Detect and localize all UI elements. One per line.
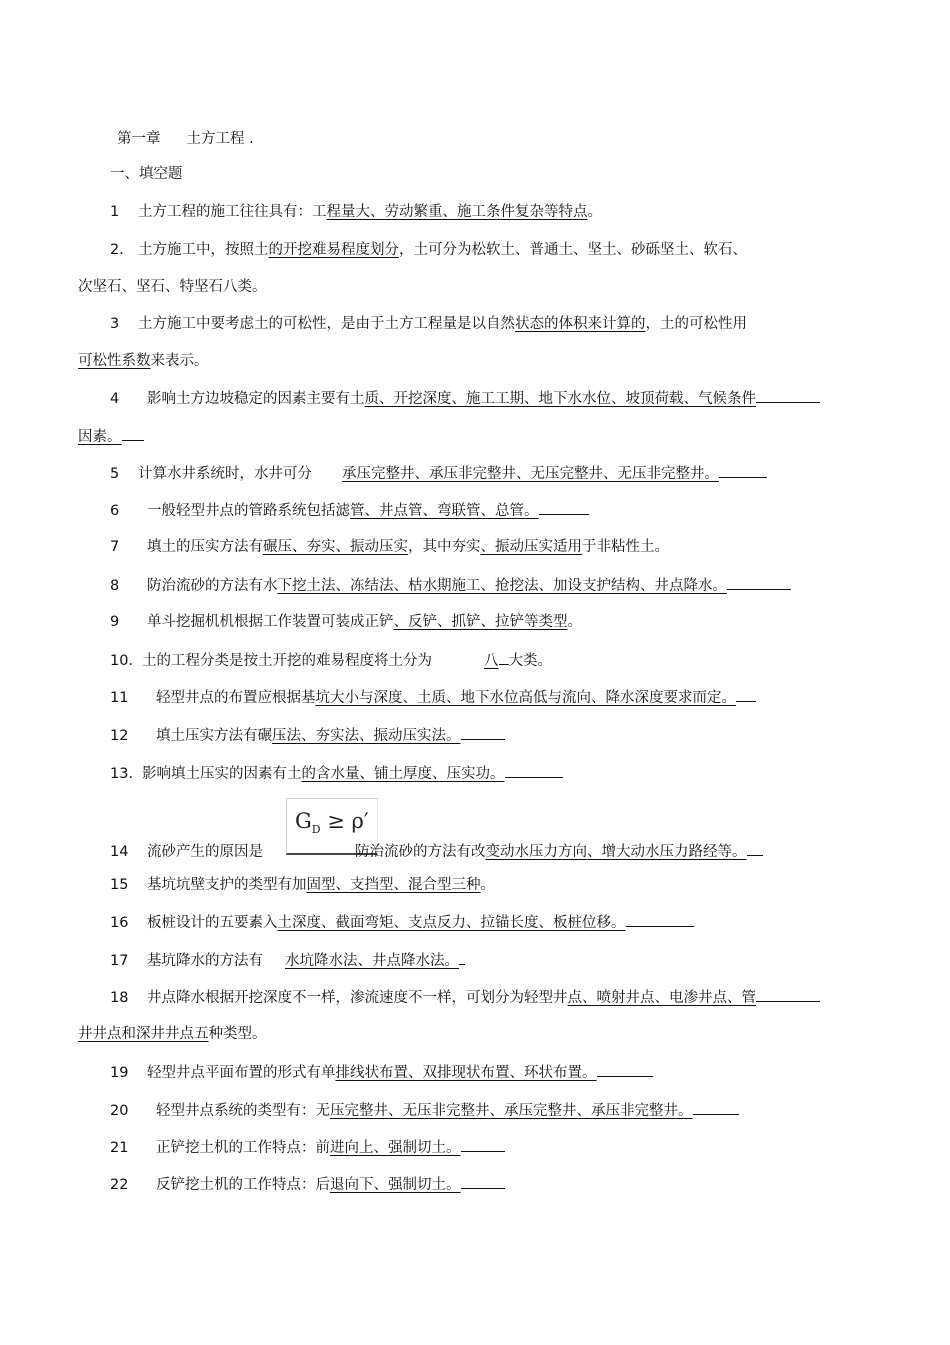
answer-text: 程量大、劳动繁重、施工条件复杂等特点 xyxy=(326,204,588,220)
answer-text: 碾压、夯实、振动压实 xyxy=(263,539,408,555)
answer-text: 下挖土法、冻结法、枯水期施工、抢挖法、加设支护结构、井点降水。 xyxy=(277,578,727,594)
answer-blank xyxy=(719,463,767,478)
answer-text: 压完整井、无压非完整井、承压完整井、承压非完整井。 xyxy=(330,1103,693,1119)
question-text: 轻型井点系统的类型有：无 xyxy=(156,1103,330,1119)
answer-text: 井井点和深井井点五 xyxy=(78,1026,209,1042)
question-text-end: 来表示。 xyxy=(150,353,209,369)
question-text: 填土压实方法有碾 xyxy=(156,728,272,744)
question-text: 基坑降水的方法有 xyxy=(147,953,263,969)
question-number: 15 xyxy=(110,877,129,893)
answer-text: 质、开挖深度、施工工期、地下水水位、坡顶荷载、气候条件 xyxy=(364,391,756,407)
chapter-label: 第一章 xyxy=(117,131,161,147)
question-number: 9 xyxy=(110,614,120,630)
answer-text: 的含水量、铺土厚度、压实功。 xyxy=(301,766,505,782)
formula-text: $G_D \ge \rho'$ xyxy=(295,809,369,837)
question-19 xyxy=(110,1062,653,1083)
answer-text: 压法、夯实法、振动压实法。 xyxy=(272,728,461,744)
answer-text: 水坑降水法、井点降水法。 xyxy=(285,953,459,969)
question-number: 4 xyxy=(110,391,120,407)
question-text: 填土的压实方法有 xyxy=(147,539,263,555)
question-text: 单斗挖掘机机根据工作装置可装成正铲 xyxy=(147,614,394,630)
question-number: 10． xyxy=(110,653,143,669)
answer-blank xyxy=(597,1062,653,1077)
answer-text: 因素。 xyxy=(78,429,122,445)
question-text-end: 。 xyxy=(587,204,602,220)
question-text: 一般轻型井点的管路系统包括滤 xyxy=(147,503,350,519)
question-15 xyxy=(110,875,495,895)
question-11 xyxy=(110,687,756,708)
question-text: 基坑坑壁支护的类型有加 xyxy=(147,877,307,893)
question-3 xyxy=(110,314,747,334)
answer-text: 变动水压力方向、增大动水压力路经等。 xyxy=(485,844,747,860)
question-18 xyxy=(110,987,820,1008)
answer-text: 坑大小与深度、土质、地下水位高低与流向、降水深度要求而定。 xyxy=(315,690,736,706)
question-number: 6 xyxy=(110,503,120,519)
question-number: 12 xyxy=(110,728,129,744)
question-6 xyxy=(110,500,589,521)
question-text: 反铲挖土机的工作特点：后 xyxy=(156,1177,330,1193)
answer-blank xyxy=(539,500,589,515)
question-number: 8 xyxy=(110,578,120,594)
question-number: 13． xyxy=(110,766,143,782)
question-number: 7 xyxy=(110,539,120,555)
answer-blank xyxy=(461,725,505,740)
answer-text: 八 xyxy=(484,653,499,669)
question-22 xyxy=(110,1174,505,1195)
question-text-end: 。 xyxy=(567,614,582,630)
question-text-end: 于非粘性土。 xyxy=(582,539,669,555)
question-4-continued xyxy=(78,426,144,447)
chapter-heading xyxy=(117,129,254,149)
question-text: 正铲挖土机的工作特点：前 xyxy=(156,1140,330,1156)
answer-blank xyxy=(756,388,820,403)
question-13 xyxy=(110,763,563,784)
answer-text: 点、喷射井点、电渗井点、管 xyxy=(567,990,756,1006)
question-21 xyxy=(110,1137,505,1158)
answer-blank xyxy=(736,687,756,702)
question-2 xyxy=(110,240,747,260)
answer-text: 退向下、强制切土。 xyxy=(330,1177,461,1193)
answer-text: 固型、支挡型、混合型三种 xyxy=(306,877,481,893)
question-number: 21 xyxy=(110,1140,129,1156)
question-text-end: ，土的可松性用 xyxy=(645,316,747,332)
question-1 xyxy=(110,202,602,222)
question-text: 土方施工中，按照土 xyxy=(138,242,269,258)
answer-blank xyxy=(505,763,563,778)
answer-text: 排线状布置、双排现状布置、环状布置。 xyxy=(335,1065,597,1081)
question-text: 轻型井点平面布置的形式有单 xyxy=(147,1065,336,1081)
question-4 xyxy=(110,388,820,409)
question-number: 2． xyxy=(110,242,134,258)
question-9 xyxy=(110,612,582,632)
question-text: 防治流砂的方法有水 xyxy=(147,578,278,594)
question-text: 影响填土压实的因素有土 xyxy=(142,766,302,782)
question-text: 土方施工中要考虑土的可松性，是由于土方工程量是以自然 xyxy=(138,316,515,332)
question-number: 22 xyxy=(110,1177,129,1193)
question-14 xyxy=(110,841,763,862)
question-2-continued: 次坚石、坚石、特坚石八类。 xyxy=(78,279,267,295)
question-18-continued xyxy=(78,1024,267,1044)
answer-blank xyxy=(122,426,144,441)
answer-blank xyxy=(461,1137,505,1152)
question-20 xyxy=(110,1100,739,1121)
answer-blank xyxy=(626,912,694,927)
question-text-end: 大类。 xyxy=(508,653,552,669)
question-16 xyxy=(110,912,694,933)
question-8 xyxy=(110,575,791,596)
answer-blank xyxy=(459,950,465,965)
answer-text: 可松性系数 xyxy=(78,353,151,369)
answer-blank xyxy=(747,841,763,856)
answer-blank xyxy=(756,987,820,1002)
question-number: 14 xyxy=(110,844,129,860)
question-10 xyxy=(110,650,552,671)
question-number: 17 xyxy=(110,953,129,969)
question-number: 5 xyxy=(110,466,120,482)
question-text-end: 种类型。 xyxy=(208,1026,267,1042)
question-text: 影响土方边坡稳定的因素主要有土 xyxy=(147,391,365,407)
question-text: 井点降水根据开挖深度不一样，渗流速度不一样，可划分为轻型井 xyxy=(147,990,568,1006)
question-17 xyxy=(110,950,465,971)
answer-text: 承压完整井、承压非完整井、无压完整井、无压非完整井。 xyxy=(342,466,719,482)
answer-text: 的开挖难易程度划分 xyxy=(268,242,399,258)
question-5 xyxy=(110,463,767,484)
question-number: 20 xyxy=(110,1103,129,1119)
chapter-title: 土方工程 . xyxy=(186,131,254,147)
question-3-continued xyxy=(78,351,209,371)
answer-text: 、振动压实适用 xyxy=(480,539,582,555)
answer-text: 、反铲、抓铲、拉铲等类型 xyxy=(393,614,568,630)
section-heading: 一、填空题 xyxy=(110,166,183,182)
answer-blank xyxy=(727,575,791,590)
question-text: 板桩设计的五要素入 xyxy=(147,915,278,931)
answer-text: 进向上、强制切土。 xyxy=(330,1140,461,1156)
question-number: 18 xyxy=(110,990,129,1006)
question-text-end: ，土可分为松软土、普通土、坚土、砂砾坚土、软石、 xyxy=(399,242,747,258)
answer-text: 状态的体积来计算的 xyxy=(515,316,646,332)
question-number: 1 xyxy=(110,204,120,220)
question-text: 流砂产生的原因是 xyxy=(147,844,263,860)
question-text: 土方工程的施工往往具有：工 xyxy=(138,204,327,220)
question-text-end: 。 xyxy=(480,877,495,893)
question-number: 19 xyxy=(110,1065,129,1081)
answer-text: 土深度、截面弯矩、支点反力、拉锚长度、板桩位移。 xyxy=(277,915,626,931)
answer-blank xyxy=(461,1174,505,1189)
question-text-mid: ，其中夯实 xyxy=(408,539,481,555)
answer-text: 管、井点管、弯联管、总管。 xyxy=(350,503,539,519)
question-number: 11 xyxy=(110,690,129,706)
question-text: 土的工程分类是按土开挖的难易程度将土分为 xyxy=(142,653,432,669)
question-text: 计算水井系统时，水井可分 xyxy=(138,466,312,482)
question-number: 3 xyxy=(110,316,120,332)
question-text-mid: 防治流砂的方法有改 xyxy=(355,844,486,860)
answer-blank xyxy=(693,1100,739,1115)
question-12 xyxy=(110,725,505,746)
question-text: 轻型井点的布置应根据基 xyxy=(156,690,316,706)
question-7 xyxy=(110,537,669,557)
question-number: 16 xyxy=(110,915,129,931)
